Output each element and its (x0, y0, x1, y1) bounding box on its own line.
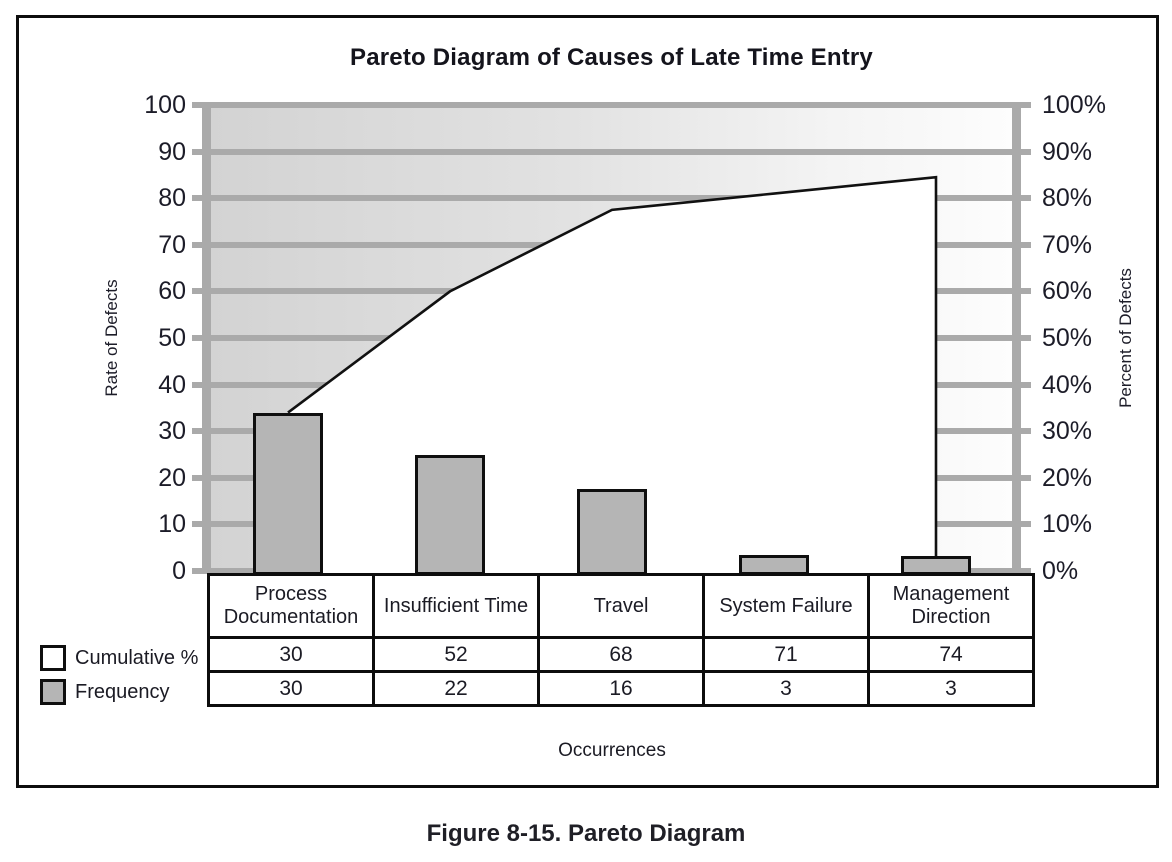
legend-label: Cumulative % (75, 647, 199, 669)
table-row-cumulative- (209, 638, 1034, 672)
cell-row2-col5: 3 (869, 672, 1034, 706)
right-tick-label-60: 60% (1042, 277, 1093, 306)
category-header-4: System Failure (704, 575, 869, 638)
right-tick-label-100: 100% (1042, 91, 1106, 119)
right-tick-label-20: 20% (1042, 463, 1093, 492)
category-header-2: Insufficient Time (374, 575, 539, 638)
left-tick-label-20: 20 (158, 463, 186, 492)
left-axis-line (202, 105, 211, 574)
right-tick-label-40: 40% (1042, 370, 1093, 399)
category-header-5: Management Direction (869, 575, 1034, 638)
right-axis-line (1012, 105, 1021, 574)
frequency-bar-2 (415, 455, 485, 576)
left-tick-label-40: 40 (158, 370, 186, 399)
right-tick-label-50: 50% (1042, 324, 1093, 352)
cell-row2-col3: 16 (539, 672, 704, 706)
frequency-bar-3 (577, 489, 647, 575)
cell-row1-col5: 74 (869, 638, 1034, 672)
legend-item-frequency (40, 679, 170, 705)
category-header-1: Process Documentation (209, 575, 374, 638)
table-row-frequency (209, 672, 1034, 706)
category-header-3: Travel (539, 575, 704, 638)
left-tick-label-80: 80 (158, 184, 186, 213)
left-tick-label-60: 60 (158, 277, 186, 306)
left-tick-label-90: 90 (158, 137, 186, 166)
legend-swatch-icon (40, 679, 66, 705)
legend-swatch-icon (40, 645, 66, 671)
category-header-row (209, 575, 1034, 638)
cell-row2-col2: 22 (374, 672, 539, 706)
data-table (207, 573, 1035, 707)
right-tick-label-0: 0% (1042, 557, 1079, 585)
cell-row1-col4: 71 (704, 638, 869, 672)
left-tick-label-30: 30 (158, 417, 186, 446)
right-tick-label-80: 80% (1042, 184, 1093, 213)
right-tick-label-70: 70% (1042, 230, 1093, 259)
cell-row2-col1: 30 (209, 672, 374, 706)
cell-row1-col2: 52 (374, 638, 539, 672)
right-tick-label-90: 90% (1042, 137, 1093, 166)
x-axis-title: Occurrences (558, 740, 666, 761)
cell-row1-col3: 68 (539, 638, 704, 672)
frequency-bar-1 (253, 413, 323, 575)
right-axis-title: Percent of Defects (1116, 268, 1135, 408)
left-tick-label-50: 50 (158, 324, 186, 352)
left-tick-label-70: 70 (158, 230, 186, 259)
chart-title: Pareto Diagram of Causes of Late Time Entry (350, 44, 873, 71)
legend-item-cumulative- (40, 645, 198, 671)
legend-label: Frequency (75, 681, 170, 703)
cell-row1-col1: 30 (209, 638, 374, 672)
left-axis-title: Rate of Defects (102, 279, 121, 397)
figure-caption: Figure 8-15. Pareto Diagram (426, 820, 746, 847)
left-tick-label-0: 0 (172, 557, 186, 585)
right-tick-label-30: 30% (1042, 417, 1093, 446)
left-tick-label-10: 10 (158, 510, 186, 539)
left-tick-label-100: 100 (144, 91, 186, 119)
cell-row2-col4: 3 (704, 672, 869, 706)
frequency-bars (211, 105, 1012, 573)
right-tick-label-10: 10% (1042, 510, 1093, 539)
